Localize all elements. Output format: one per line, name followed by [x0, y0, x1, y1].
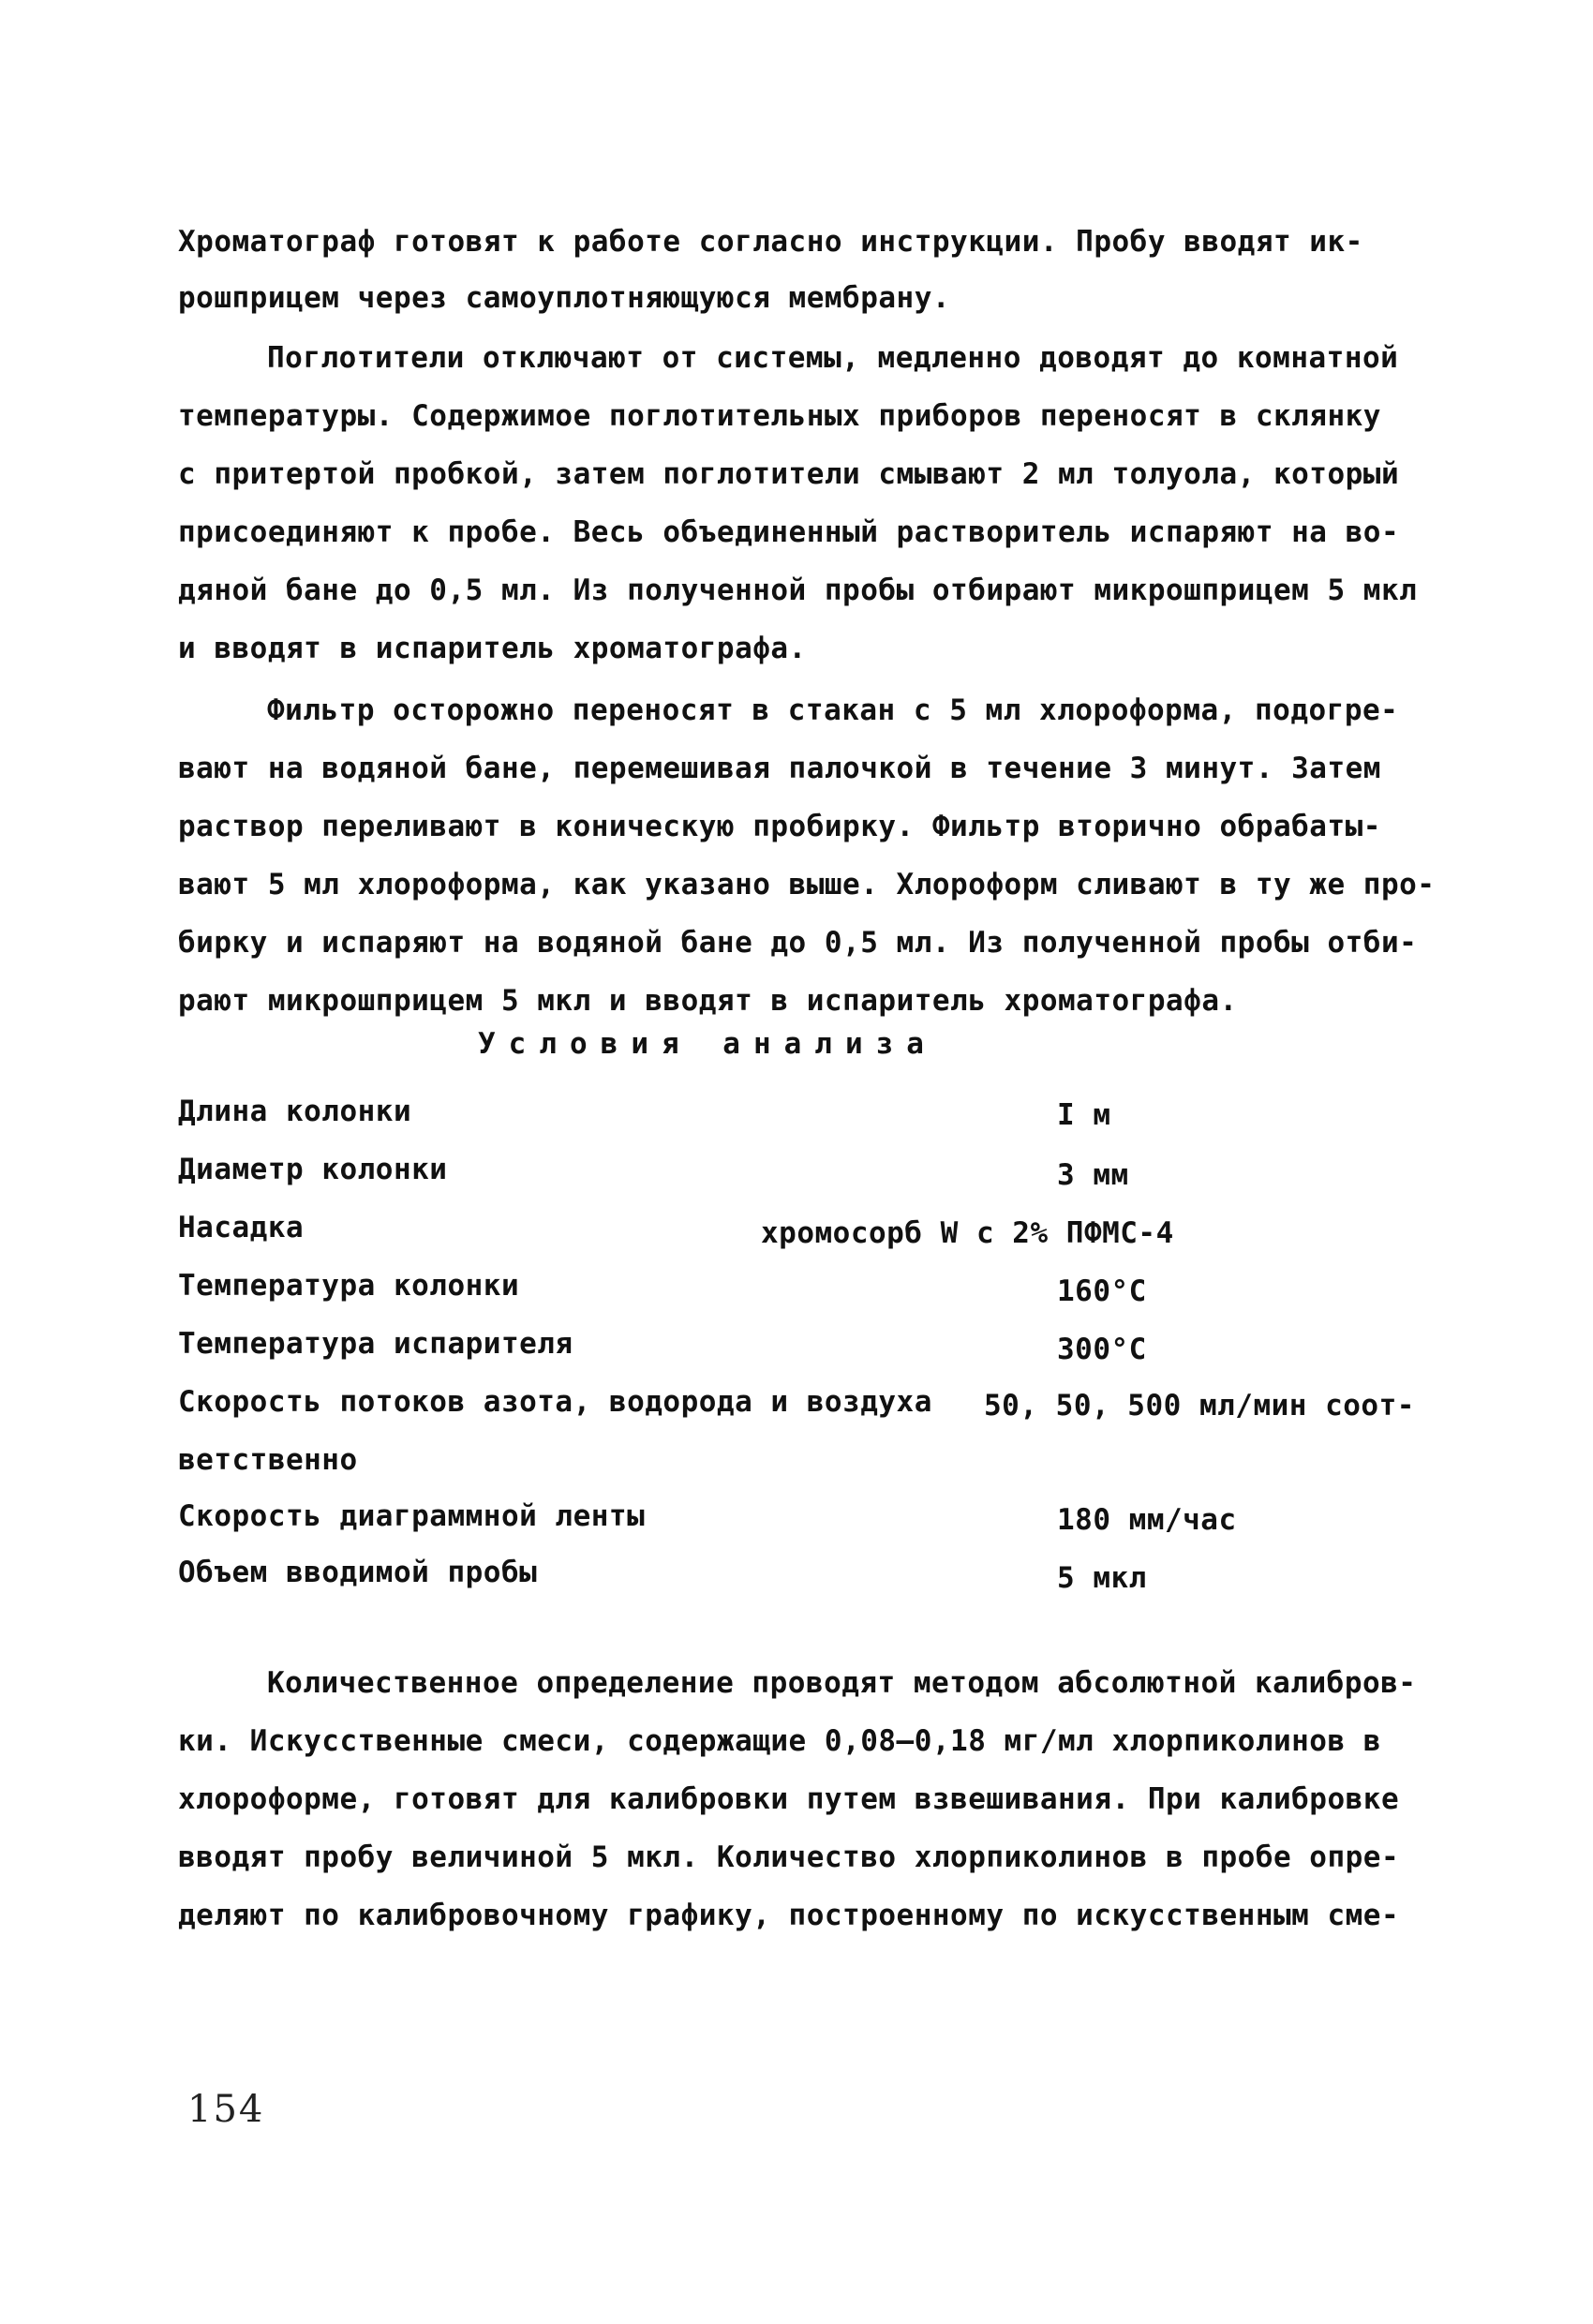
condition-value-evaporator-temperature: 300°С — [1057, 1333, 1147, 1366]
condition-label-packing: Насадка — [178, 1211, 305, 1244]
paragraph-1-line-2: рошприцем через самоуплотняющуюся мембрану. — [178, 281, 951, 315]
paragraph-3-line-6: рают микрошприцем 5 мкл и вводят в испаритель хроматографа. — [178, 984, 1238, 1018]
paragraph-4-line-5: деляют по калибровочному графику, построенному по искусственным сме- — [178, 1899, 1400, 1932]
condition-label-column-length: Длина колонки — [178, 1095, 412, 1128]
condition-value-gas-flow-continuation: ветственно — [178, 1443, 358, 1477]
condition-value-sample-volume: 5 мкл — [1057, 1561, 1147, 1595]
paragraph-2-line-5: дяной бане до 0,5 мл. Из полученной пробы отбирают микрошприцем 5 мкл — [178, 574, 1418, 607]
condition-label-gas-flow: Скорость потоков азота, водорода и воздуха — [178, 1385, 932, 1419]
paragraph-2-line-1: Поглотители отключают от системы, медленно доводят до комнатной — [267, 341, 1399, 375]
condition-value-column-temperature: 160°С — [1057, 1274, 1147, 1308]
paragraph-2-line-4: присоединяют к пробе. Весь объединенный растворитель испаряют на во- — [178, 515, 1400, 549]
paragraph-3-line-3: раствор переливают в коническую пробирку. Фильтр вторично обрабаты- — [178, 810, 1381, 843]
condition-value-column-length: I м — [1057, 1098, 1111, 1132]
condition-value-chart-speed: 180 мм/час — [1057, 1503, 1237, 1537]
paragraph-4-line-4: вводят пробу величиной 5 мкл. Количество хлорпиколинов в пробе опре- — [178, 1840, 1400, 1874]
condition-label-column-temperature: Температура колонки — [178, 1269, 520, 1303]
paragraph-4-line-2: ки. Искусственные смеси, содержащие 0,08–0,18 мг/мл хлорпиколинов в — [178, 1724, 1381, 1758]
paragraph-3-line-4: вают 5 мл хлороформа, как указано выше. Хлороформ сливают в ту же про- — [178, 868, 1436, 901]
paragraph-2-line-2: температуры. Содержимое поглотительных приборов переносят в склянку — [178, 399, 1381, 433]
condition-label-column-diameter: Диаметр колонки — [178, 1153, 448, 1186]
condition-label-chart-speed: Скорость диаграммной ленты — [178, 1499, 646, 1533]
paragraph-3-line-2: вают на водяной бане, перемешивая палочкой в течение 3 минут. Затем — [178, 752, 1381, 785]
condition-value-packing: хромосорб W с 2% ПФМС-4 — [761, 1216, 1174, 1250]
condition-label-evaporator-temperature: Температура испарителя — [178, 1327, 573, 1361]
paragraph-1-line-1: Хроматограф готовят к работе согласно инструкции. Пробу вводят ик- — [178, 225, 1363, 259]
paragraph-2-line-6: и вводят в испаритель хроматографа. — [178, 632, 807, 665]
paragraph-4-line-3: хлороформе, готовят для калибровки путем взвешивания. При калибровке — [178, 1782, 1400, 1816]
paragraph-4-line-1: Количественное определение проводят методом абсолютной калибров- — [267, 1666, 1417, 1700]
conditions-heading: Условия анализа — [478, 1027, 937, 1061]
paragraph-3-line-5: бирку и испаряют на водяной бане до 0,5 мл. Из полученной пробы отби- — [178, 926, 1418, 960]
paragraph-3-line-1: Фильтр осторожно переносят в стакан с 5 мл хлороформа, подогре- — [267, 693, 1399, 727]
condition-value-column-diameter: 3 мм — [1057, 1158, 1129, 1192]
condition-label-sample-volume: Объем вводимой пробы — [178, 1556, 538, 1589]
paragraph-2-line-3: с притертой пробкой, затем поглотители смывают 2 мл толуола, который — [178, 457, 1400, 491]
page-number: 154 — [187, 2088, 265, 2131]
condition-value-gas-flow: 50, 50, 500 мл/мин соот- — [984, 1389, 1415, 1423]
